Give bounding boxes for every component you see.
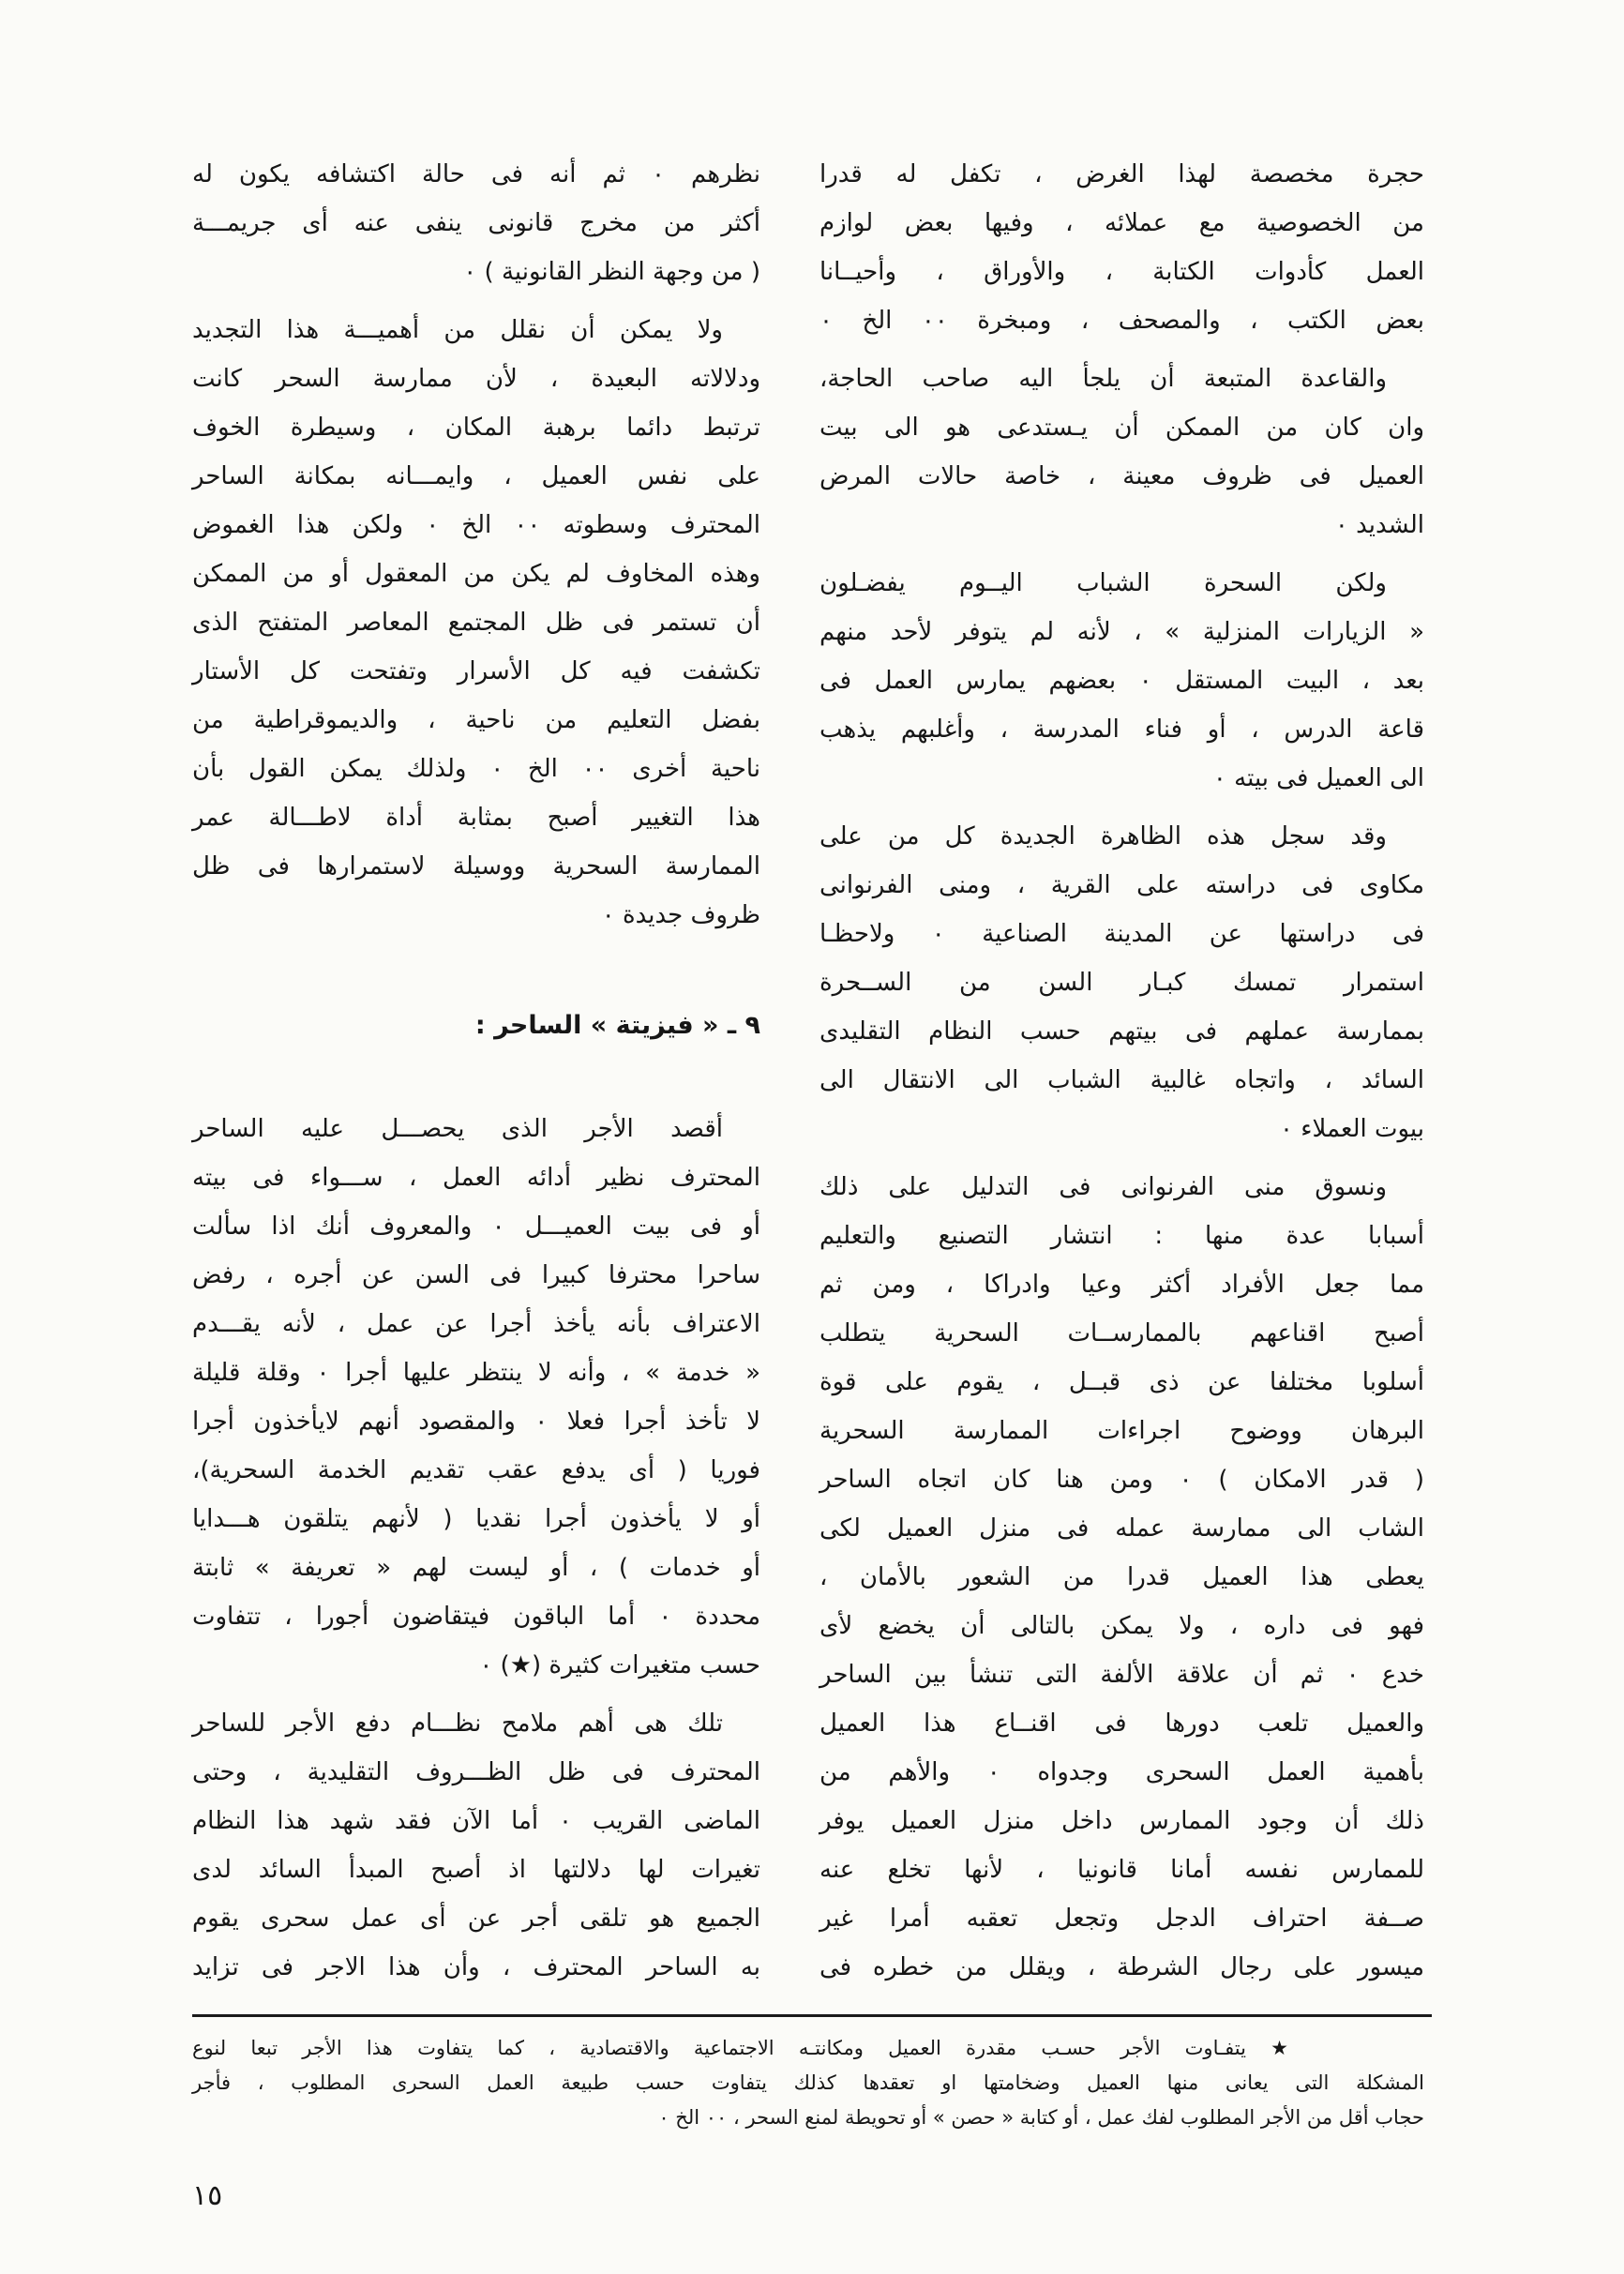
text-line: المحترف وسطوته ٠٠ الخ ٠ ولكن هذا الغموض: [192, 511, 760, 539]
text-line: بعد ، البيت المستقل ٠ بعضهم يمارس العمل فى: [820, 667, 1424, 695]
text-line: مما جعل الأفراد أكثر وعيا وادراكا ، ومن ثم: [820, 1271, 1424, 1299]
text-line: بأهمية العمل السحرى وجدواه ٠ والأهم من: [820, 1758, 1425, 1786]
text-line: تغيرات لها دلالتها اذ أصبح المبدأ السائد لدى: [192, 1856, 760, 1884]
text-line: مكاوى فى دراسته على القرية ، ومنى الفرنوانى: [820, 871, 1424, 899]
text-line: ميسور على رجال الشرطة ، ويقلل من خطره فى: [820, 1953, 1424, 1981]
text-line: ذلك أن وجود الممارس داخل منزل العميل يوفر: [820, 1807, 1424, 1835]
text-line: بيوت العملاء ٠: [1280, 1115, 1424, 1143]
text-line: الاعتراف بأنه يأخذ أجرا عن عمل ، لأنه يقـــدم: [192, 1310, 760, 1338]
text-line: العمل كأدوات الكتابة ، والأوراق ، وأحيــانا: [820, 258, 1424, 286]
text-line: الى العميل فى بيته ٠: [1212, 764, 1424, 792]
text-line: من الخصوصية مع عملائه ، وفيها بعض لوازم: [820, 209, 1424, 237]
text-line: ودلالاته البعيدة ، لأن ممارسة السحر كانت: [192, 365, 760, 393]
text-line: أن تستمر فى ظل المجتمع المعاصر المتفتح الذى: [192, 609, 760, 637]
text-line: وان كان من الممكن أن يـستدعى هو الى بيت: [820, 414, 1424, 442]
paragraph: [192, 1699, 760, 1992]
text-line: حجرة مخصصة لهذا الغرض ، تكفل له قدرا: [820, 160, 1424, 188]
text-line: لا تأخذ أجرا فعلا ٠ والمقصود أنهم لايأخذون أجرا: [192, 1408, 760, 1436]
footnote-line: حجاب أقل من الأجر المطلوب لفك عمل ، أو كتابة « حصن » أو تحويطة لمنع السحر ، ٠٠ الخ ٠: [658, 2106, 1424, 2129]
text-line: أكثر من مخرج قانونى ينفى عنه أى جريمـــة: [192, 209, 760, 237]
text-line: البرهان ووضوح اجراءات الممارسة السحرية: [820, 1417, 1424, 1445]
paragraph: [820, 559, 1424, 803]
text-line: السائد ، واتجاه غالبية الشباب الى الانتقال الى: [820, 1066, 1424, 1094]
text-line: ترتبط دائما برهبة المكان ، وسيطرة الخوف: [192, 414, 760, 442]
text-line: بفضل التعليم من ناحية ، والديموقراطية من: [192, 706, 760, 734]
paragraph: [192, 306, 760, 940]
text-line: به الساحر المحترف ، وأن هذا الاجر فى تزايد: [192, 1953, 760, 1981]
paragraph: [820, 1163, 1424, 1992]
text-line: الشاب الى ممارسة عمله فى منزل العميل لكى: [820, 1514, 1424, 1543]
text-line: أقصد الأجر الذى يحصـــل عليه الساحر: [192, 1115, 723, 1143]
text-line: فهو فى داره ، ولا يمكن بالتالى أن يخضع لأى: [820, 1612, 1424, 1640]
text-line: فى دراستها عن المدينة الصناعية ٠ ولاحظـا: [820, 920, 1424, 948]
text-line: وقد سجل هذه الظاهرة الجديدة كل من على: [820, 822, 1387, 851]
text-line: ساحرا محترفا كبيرا فى السن عن أجره ، رفض: [192, 1261, 760, 1289]
text-line: يعطى هذا العميل قدرا من الشعور بالأمان ،: [820, 1563, 1424, 1591]
text-line: تكشفت فيه كل الأسرار وتفتحت كل الأستار: [192, 657, 760, 685]
text-line: نظرهم ٠ ثم أنه فى حالة اكتشافه يكون له: [192, 160, 760, 188]
footnote-reference-line: حسب متغيرات كثيرة (★) ٠: [479, 1651, 760, 1679]
paragraph: [820, 150, 1424, 345]
text-line: قاعة الدرس ، أو فناء المدرسة ، وأغلبهم يذهب: [820, 715, 1424, 744]
paragraph: [192, 150, 760, 296]
text-line: بممارسة عملهم فى بيتهم حسب النظام التقليدى: [820, 1017, 1424, 1046]
text-line: أسلوبا مختلفا عن ذى قبــل ، يقوم على قوة: [820, 1368, 1424, 1396]
text-line: أو لا يأخذون أجرا نقديا ( لأنهم يتلقون هـــدايا: [192, 1505, 760, 1533]
text-line: استمرار تمسك كبـار السن من الســحرة: [820, 969, 1424, 997]
section-heading: ٩ ـ « فيزيتة » الساحر :: [474, 1011, 760, 1040]
text-line: ونسوق منى الفرنوانى فى التدليل على ذلك: [820, 1173, 1387, 1201]
paragraph: [820, 812, 1424, 1153]
text-line: ( قدر الامكان ) ٠ ومن هنا كان اتجاه الساحر: [820, 1466, 1424, 1494]
text-line: وهذه المخاوف لم يكن من المعقول أو من الممكن: [192, 560, 760, 588]
footnote-divider: [192, 2014, 1432, 2017]
text-line: محددة ٠ أما الباقون فيتقاضون أجورا ، تتفاوت: [192, 1603, 760, 1631]
paragraph: [192, 1105, 760, 1690]
text-line: العميل فى ظروف معينة ، خاصة حالات المرض: [820, 462, 1424, 490]
text-line: الجميع هو تلقى أجر عن أى عمل سحرى يقوم: [192, 1905, 760, 1933]
text-line: والقاعدة المتبعة أن يلجأ اليه صاحب الحاجة،: [820, 365, 1387, 393]
text-line: الماضى القريب ٠ أما الآن فقد شهد هذا النظام: [192, 1807, 761, 1835]
left-column: [192, 150, 760, 1992]
footnote-line: المشكلة التى يعانى منها العميل وضخامتها او تعقدها كذلك يتفاوت حسب طبيعة العمل السحرى المطلوب ، فأجر: [192, 2071, 1424, 2094]
text-line: تلك هى أهم ملامح نظـــام دفع الأجر للساحر: [192, 1709, 723, 1738]
footnote: [192, 2031, 1424, 2135]
text-line: ولكن السحرة الشباب اليــوم يفضـلون: [820, 569, 1387, 597]
page-number: ١٥: [192, 2179, 223, 2212]
text-line: أو خدمات ) ، أو ليست لهم « تعريفة » ثابتة: [192, 1554, 760, 1582]
text-line: الممارسة السحرية ووسيلة لاستمرارها فى ظل: [192, 852, 760, 881]
text-line: ولا يمكن أن نقلل من أهميـــة هذا التجديد: [192, 316, 723, 344]
text-line: أصبح اقناعهم بالممارســات السحرية يتطلب: [820, 1319, 1424, 1348]
footnote-line: ★ يتفـاوت الأجر حسـب مقدرة العميل ومكانتـه الاجتماعية والاقتصادية ، كما يتفاوت هذا الأجر تبعا لنوع: [192, 2037, 1288, 2059]
text-line: المحترف نظير أدائه العمل ، ســـواء فى بيته: [192, 1164, 760, 1192]
text-line: ( من وجهة النظر القانونية ) ٠: [463, 258, 760, 286]
text-line: أو فى بيت العميـــل ٠ والمعروف أنك اذا سألت: [192, 1212, 760, 1241]
text-line: ناحية أخرى ٠٠ الخ ٠ ولذلك يمكن القول بأن: [192, 755, 760, 783]
text-line: بعض الكتب ، والمصحف ، ومبخرة ٠٠ الخ ٠: [820, 307, 1424, 335]
right-column: [820, 150, 1424, 1992]
text-line: هذا التغيير أصبح بمثابة أداة لاطـــالة عمر: [192, 804, 760, 832]
text-line: المحترف فى ظل الظـــروف التقليدية ، وحتى: [192, 1758, 760, 1786]
text-line: على نفس العميل ، وايمـــانه بمكانة الساحر: [192, 462, 760, 490]
text-line: « الزيارات المنزلية » ، لأنه لم يتوفر لأحد منهم: [820, 618, 1424, 646]
paragraph: [820, 354, 1424, 550]
text-line: أسبابا عدة منها : انتشار التصنيع والتعليم: [820, 1222, 1424, 1250]
text-line: الشديد ٠: [1334, 511, 1424, 539]
text-line: فوريا ( أى يدفع عقب تقديم الخدمة السحرية)،: [192, 1456, 760, 1484]
text-line: صــفة احتراف الدجل وتجعل تعقبه أمرا غير: [820, 1905, 1424, 1933]
text-line: « خدمة » ، وأنه لا ينتظر عليها أجرا ٠ وقلة قليلة: [192, 1359, 761, 1387]
text-line: ظروف جديدة ٠: [601, 901, 760, 929]
text-line: للممارس نفسه أمانا قانونيا ، لأنها تخلع عنه: [820, 1856, 1424, 1884]
text-line: والعميل تلعب دورها فى اقنــاع هذا العميل: [820, 1709, 1424, 1738]
text-line: خدع ٠ ثم أن علاقة الألفة التى تنشأ بين الساحر: [820, 1661, 1424, 1689]
